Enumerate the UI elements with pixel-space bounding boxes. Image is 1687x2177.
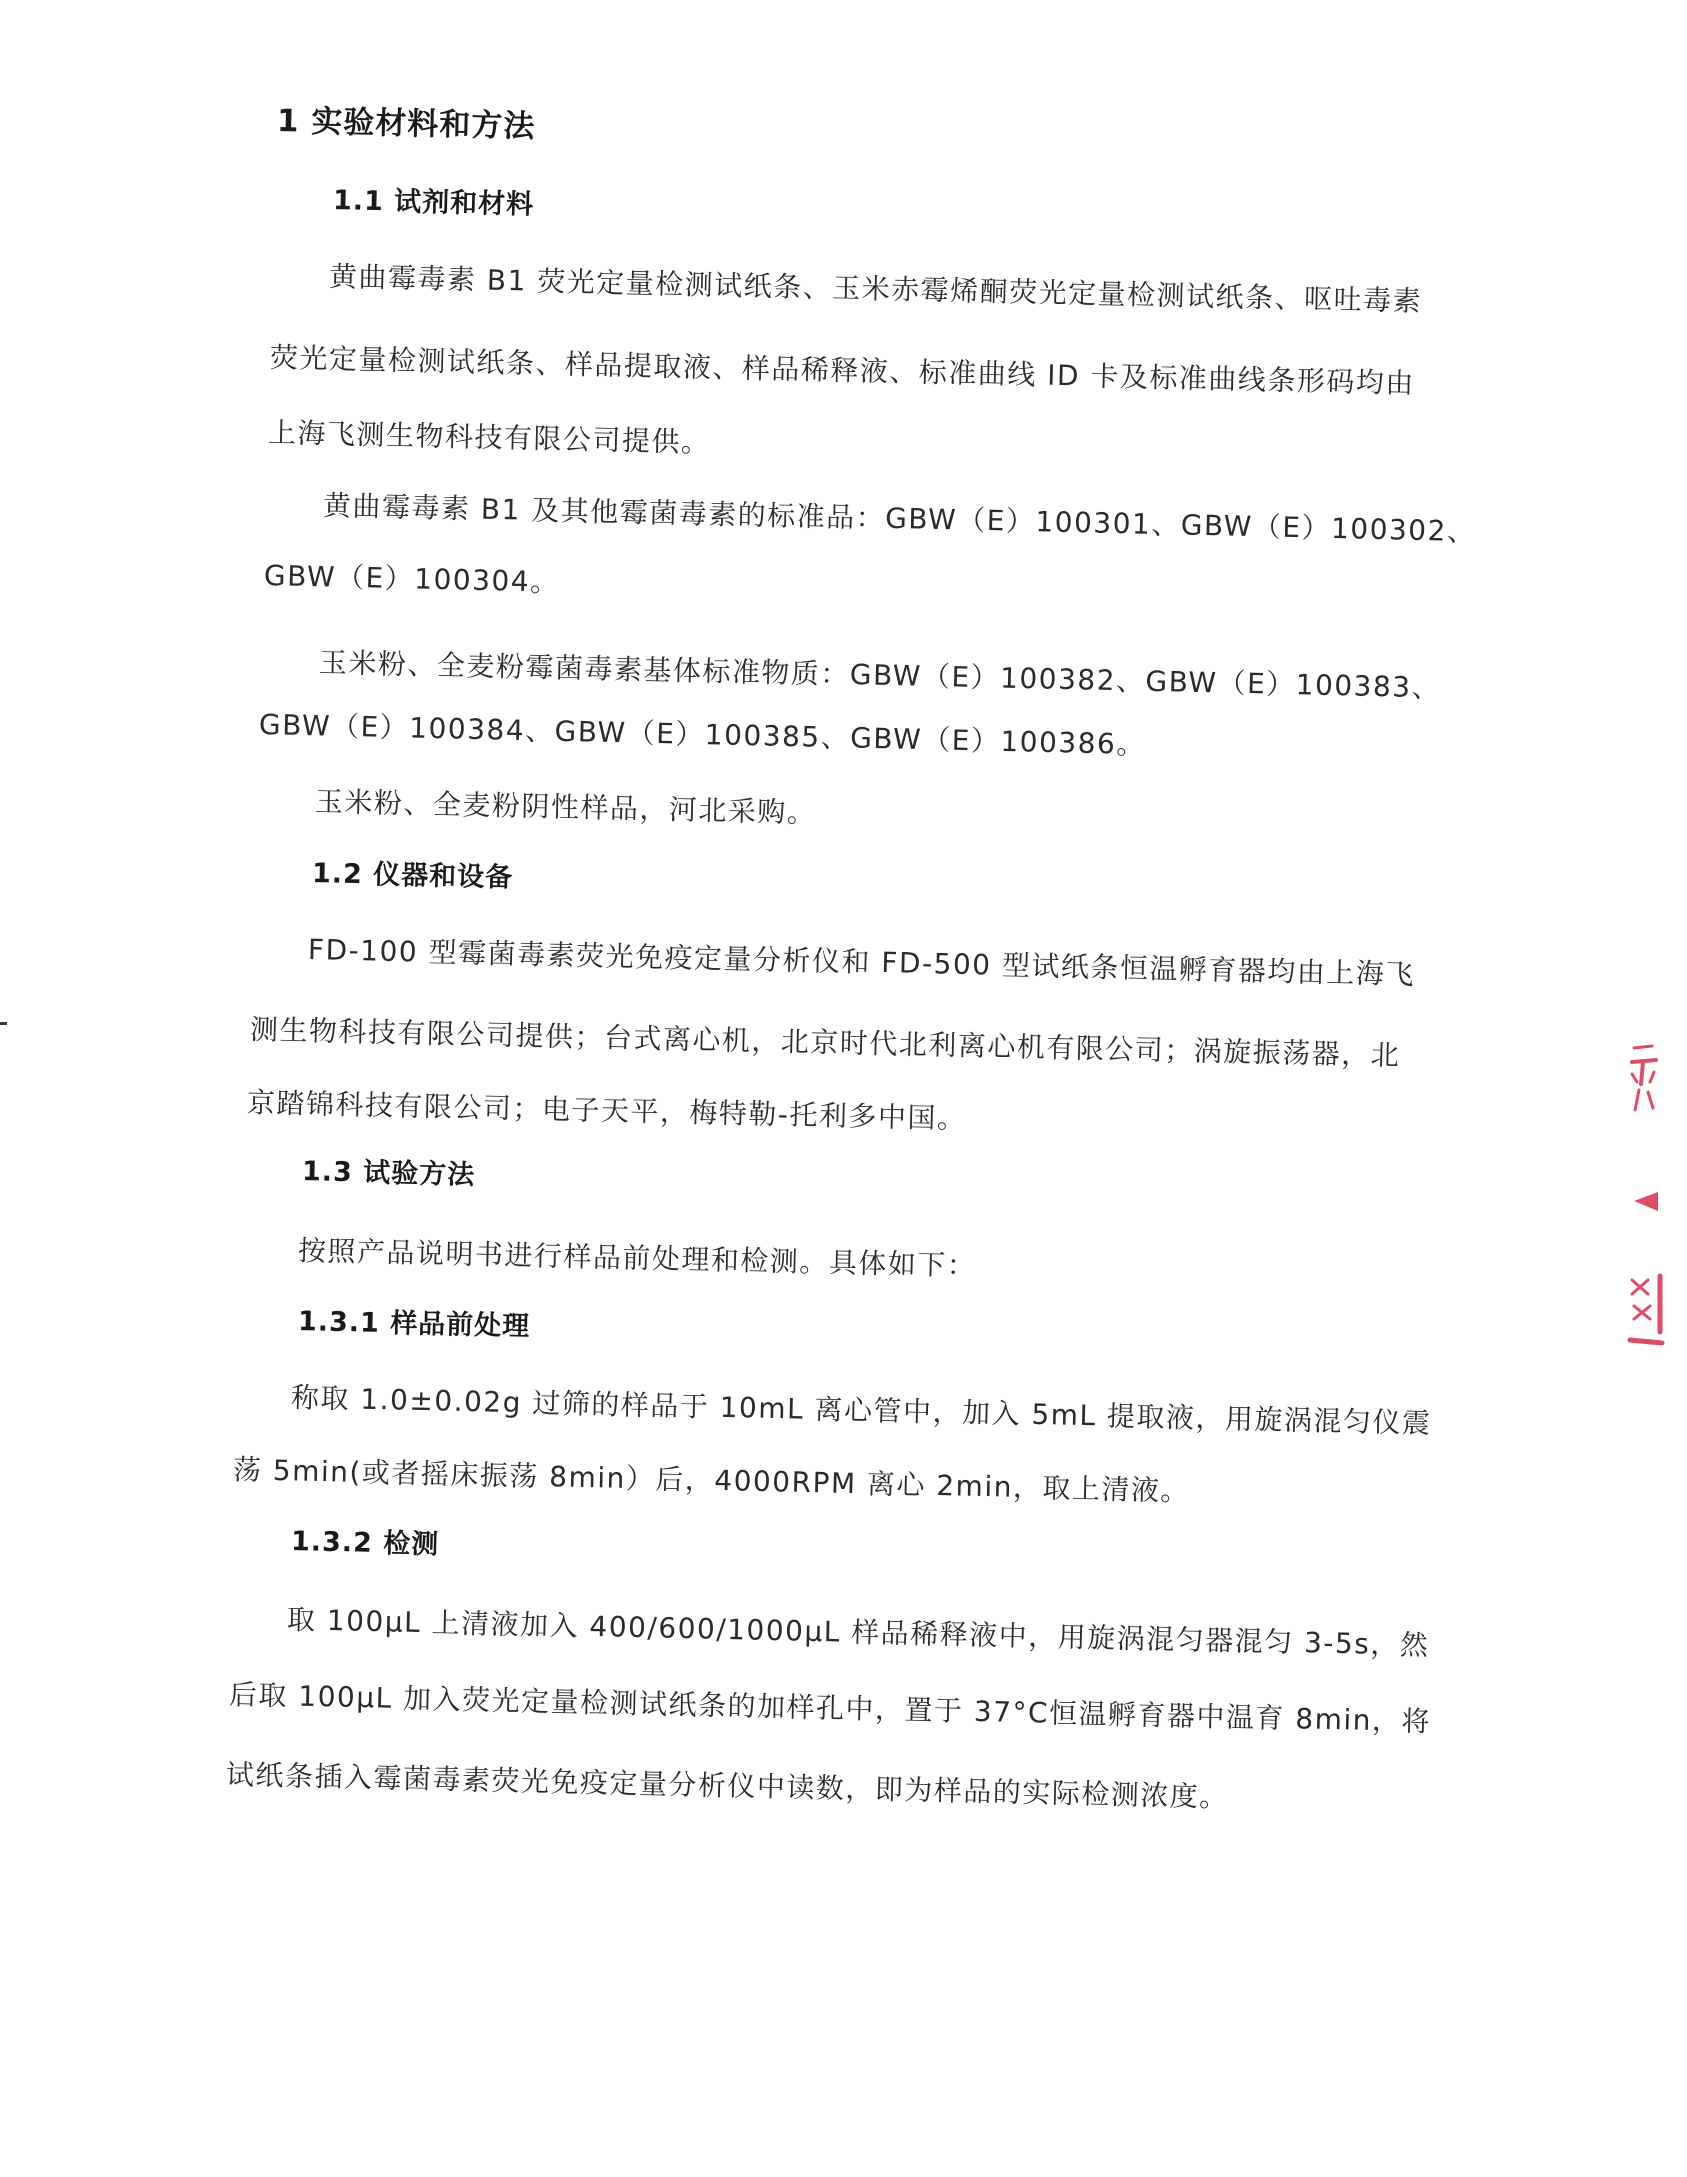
paragraph-line: 上海飞测生物科技有限公司提供。 [267, 416, 711, 460]
section-1-3-1-heading: 1.3.1 样品前处理 [297, 1306, 531, 1343]
paragraph-line: GBW（E）100304。 [263, 559, 560, 599]
paragraph-line: 黄曲霉毒素 B1 荧光定量检测试纸条、玉米赤霉烯酮荧光定量检测试纸条、呕吐毒素 [328, 260, 1423, 318]
section-1-2-heading: 1.2 仪器和设备 [311, 858, 514, 894]
paragraph-line: 测生物科技有限公司提供；台式离心机，北京时代北利离心机有限公司；涡旋振荡器，北 [249, 1013, 1401, 1073]
paragraph-line: GBW（E）100384、GBW（E）100385、GBW（E）100386。 [258, 708, 1147, 762]
paragraph-line: 按照产品说明书进行样品前处理和检测。具体如下： [297, 1234, 977, 1283]
paragraph-line: FD-100 型霉菌毒素荧光免疫定量分析仪和 FD-500 型试纸条恒温孵育器均由上海飞 [307, 933, 1416, 992]
paragraph-line: 取 100μL 上清液加入 400/600/1000μL 样品稀释液中，用旋涡混匀器混匀 3-5s，然 [286, 1603, 1430, 1662]
paragraph-line: 荡 5min(或者摇床振荡 8min）后，4000RPM 离心 2min，取上清液。 [232, 1453, 1191, 1508]
paragraph-line: 称取 1.0±0.02g 过筛的样品于 10mL 离心管中，加入 5mL 提取液，用旋涡混匀仪震 [290, 1381, 1432, 1440]
paragraph-line: 玉米粉、全麦粉阴性样品，河北采购。 [314, 785, 817, 830]
seal-fragment-icon [1612, 1040, 1676, 1360]
paragraph-line: 黄曲霉毒素 B1 及其他霉菌毒素的标准品：GBW（E）100301、GBW（E）100302、 [322, 489, 1477, 549]
paragraph-line: 京踏锦科技有限公司；电子天平，梅特勒-托利多中国。 [246, 1086, 967, 1136]
paragraph-line: 试纸条插入霉菌毒素荧光免疫定量分析仪中读数，即为样品的实际检测浓度。 [225, 1758, 1230, 1814]
paragraph-line: 后取 100μL 加入荧光定量检测试纸条的加样孔中，置于 37°C恒温孵育器中温育 8min，将 [228, 1678, 1432, 1739]
document-title: 1 实验材料和方法 [276, 103, 536, 145]
paragraph-line: 玉米粉、全麦粉霉菌毒素基体标准物质：GBW（E）100382、GBW（E）100383、 [318, 646, 1442, 705]
section-1-3-2-heading: 1.3.2 检测 [290, 1526, 440, 1561]
section-1-1-heading: 1.1 试剂和材料 [332, 185, 535, 221]
section-1-3-heading: 1.3 试验方法 [301, 1156, 476, 1191]
scan-edge-mark-icon [0, 1022, 7, 1025]
paragraph-line: 荧光定量检测试纸条、样品提取液、样品稀释液、标准曲线 ID 卡及标准曲线条形码均由 [269, 341, 1416, 400]
